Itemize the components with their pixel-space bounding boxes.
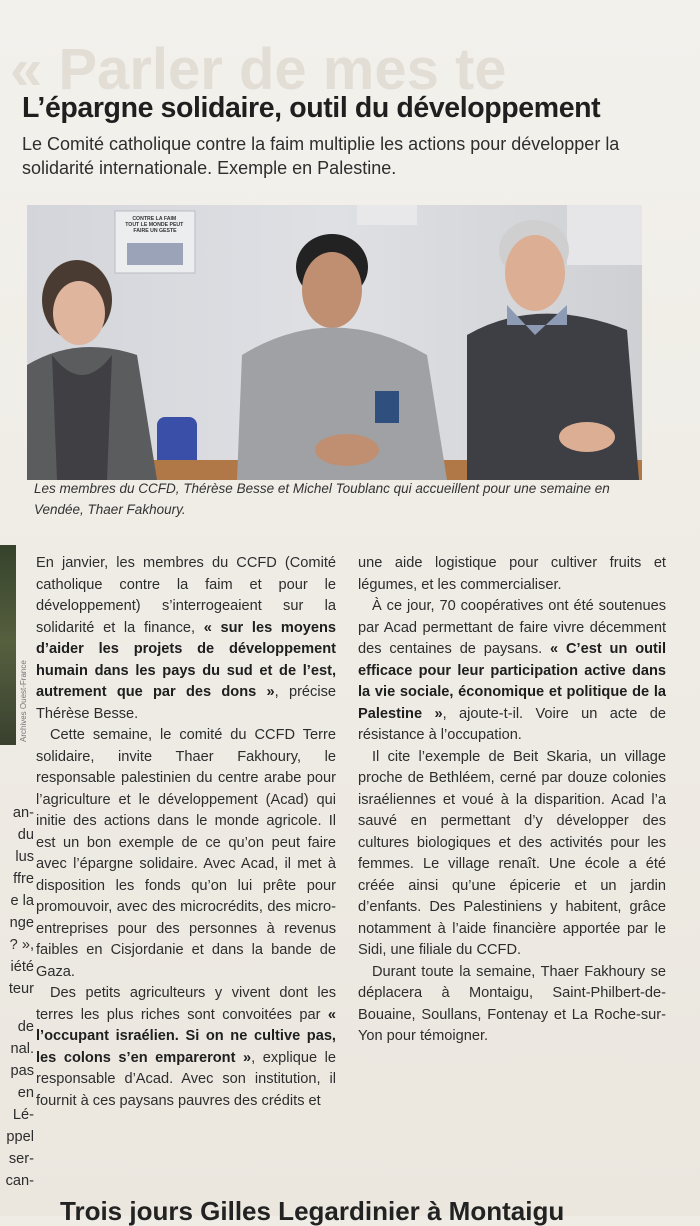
adjacent-article-strip	[0, 545, 36, 1205]
adjacent-fragment: ffre	[13, 871, 34, 887]
quote: « l’occupant israélien. Si on ne cultive pas, les colons s’en empareront »	[36, 1006, 336, 1066]
text-run: Des petits agriculteurs y vivent dont les terres les plus riches sont convoitées par	[36, 985, 336, 1023]
article-column-left	[36, 553, 336, 1112]
adjacent-fragment: nal.	[10, 1041, 34, 1057]
adjacent-article-headline: « Parler de mes te	[10, 40, 507, 100]
paragraph: une aide logistique pour cultiver fruits et légumes, et les commercialiser.	[358, 555, 666, 593]
text-run: , explique le responsable d’Acad. Avec son institution, il fournit à ces paysans pauvres des crédits et	[36, 1049, 336, 1109]
article-standfirst: Le Comité catholique contre la faim multiplie les actions pour développer la solidarité internationale. Exemple en Palestine.	[22, 134, 620, 178]
text-run: , précise Thérèse Besse.	[36, 684, 337, 722]
paragraph	[36, 983, 336, 1112]
photo-caption: Les membres du CCFD, Thérèse Besse et Michel Toublanc qui accueillent pour une semaine en Vendée, Thaer Fakhoury.	[34, 481, 610, 517]
adjacent-fragment: can-	[5, 1173, 34, 1189]
adjacent-fragment: pas	[10, 1063, 34, 1079]
adjacent-fragment: an-	[12, 805, 34, 821]
adjacent-fragment: de	[17, 1019, 34, 1035]
quote: « sur les moyens d’aider les projets de développement humain dans les pays du sud et de l’est, autrement que par des dons »	[36, 619, 337, 700]
paragraph: Il cite l’exemple de Beit Skaria, un village proche de Bethléem, cerné par douze colonies israéliennes et voué à la disparition. Acad l’a sauvé en permettant d’y développer des cultures biologiques et des activités pour les femmes. Le village renaît. Une école a été créée ainsi qu’une épicerie et un jardin d’enfants. Des Palestiniens y habitent, grâce notamment à l’aide financière apportée par le Sidi, une filiale du CCFD.	[358, 748, 666, 958]
article-photo	[27, 205, 642, 480]
adjacent-fragment: en	[17, 1085, 34, 1101]
article-column-right	[358, 553, 666, 1048]
article-headline: L’épargne solidaire, outil du développement	[22, 92, 601, 124]
adjacent-fragment: lus	[15, 849, 34, 865]
paragraph	[36, 553, 336, 725]
paragraph: Cette semaine, le comité du CCFD Terre solidaire, invite Thaer Fakhoury, le responsable palestinien du centre arabe pour l’agriculture et le développement (Acad) qui initie des actions dans le monde agricole. Il est un bon exemple de ce qu’on peut faire avec l’épargne solidaire. Avec Acad, il met à disposition les fonds qu’on lui prête pour promouvoir, avec des microcrédits, des micro-entreprises pour des personnes à revenus faibles en Cisjordanie et dans la bande de Gaza.	[36, 727, 336, 980]
next-article-headline: Trois jours Gilles Legardinier à Montaigu	[60, 1196, 565, 1226]
adjacent-photo	[0, 545, 16, 745]
adjacent-fragment: nge	[9, 915, 34, 931]
text-run: En janvier, les membres du CCFD (Comité catholique contre la faim et pour le développement) s’interrogeaient sur la solidarité et la finance,	[36, 555, 336, 636]
adjacent-fragment: ser-	[8, 1151, 34, 1167]
quote: « C’est un outil efficace pour leur participation active dans la vie sociale, économique et politique de la Palestine »	[358, 641, 666, 722]
adjacent-fragment: du	[17, 827, 34, 843]
text-run: À ce jour, 70 coopératives ont été soutenues par Acad permettant de faire vivre décemment des centaines de paysans.	[358, 598, 666, 657]
photo-illustration	[27, 205, 642, 480]
adjacent-fragment: e la	[10, 893, 34, 909]
adjacent-fragment: ? »,	[9, 937, 34, 953]
photo-credit: Archives Ouest-France	[19, 660, 28, 742]
poster-text: CONTRE LA FAIM TOUT LE MONDE PEUT FAIRE UN GESTE	[125, 216, 184, 234]
text-run: , ajoute-t-il. Voire un acte de résistance à l’occupation.	[358, 705, 666, 743]
adjacent-fragment: iété	[10, 959, 34, 975]
adjacent-fragment: teur	[8, 981, 34, 997]
paragraph	[358, 596, 666, 747]
adjacent-fragment: ppel	[6, 1129, 34, 1145]
paragraph: Durant toute la semaine, Thaer Fakhoury se déplacera à Montaigu, Saint-Philbert-de-Bouaine, Soullans, Fontenay et La Roche-sur-Yon pour témoigner.	[358, 963, 666, 1044]
adjacent-fragment: Lé-	[12, 1107, 34, 1123]
